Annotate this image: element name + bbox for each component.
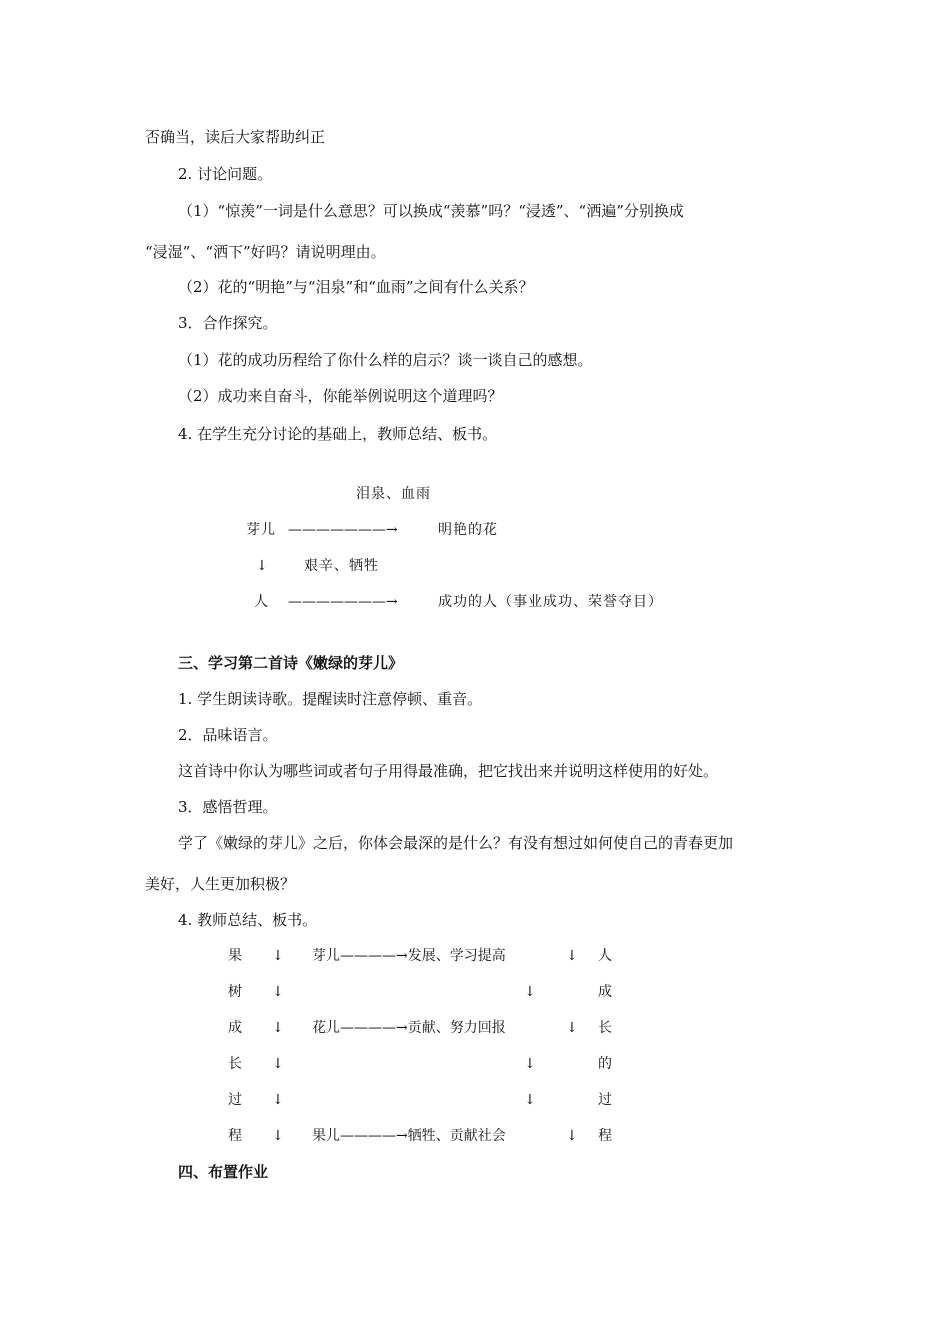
down-arrow-icon: ↓ xyxy=(272,948,284,964)
down-arrow-icon: ↓ xyxy=(566,1020,578,1036)
section-3-paragraph-2-cont: 美好，人生更加积极？ xyxy=(145,875,296,893)
right-col-char: 程 xyxy=(598,1128,612,1144)
section-3-item-1: 1. 学生朗读诗歌。提醒读时注意停顿、重音。 xyxy=(178,690,483,708)
board1-row2-left: 人 xyxy=(254,594,269,610)
right-col-char: 的 xyxy=(598,1056,612,1072)
section-3-paragraph: 这首诗中你认为哪些词或者句子用得最准确，把它找出来并说明这样使用的好处。 xyxy=(178,762,719,780)
down-arrow-icon: ↓ xyxy=(566,948,578,964)
question-1-cont: “浸湿”、“洒下”好吗？请说明理由。 xyxy=(145,243,386,261)
right-col-char: 长 xyxy=(598,1020,612,1036)
left-col-char: 长 xyxy=(228,1056,242,1072)
list-item-4: 4. 在学生充分讨论的基础上，教师总结、板书。 xyxy=(178,425,498,443)
board2-row-sprout: 芽儿————→发展、学习提高 xyxy=(312,948,506,964)
down-arrow-icon: ↓ xyxy=(272,1092,284,1108)
right-col-char: 成 xyxy=(598,984,612,1000)
board1-top-label: 泪泉、血雨 xyxy=(356,486,431,502)
section-3-item-2: 2．品味语言。 xyxy=(178,726,278,744)
left-col-char: 果 xyxy=(228,948,242,964)
question-2: （2）花的“明艳”与“泪泉”和“血雨”之间有什么关系？ xyxy=(178,278,534,296)
explore-2: （2）成功来自奋斗，你能举例说明这个道理吗？ xyxy=(178,387,503,405)
right-col-char: 过 xyxy=(598,1092,612,1108)
down-arrow-icon: ↓ xyxy=(256,558,268,574)
board2-row-fruit: 果儿————→牺牲、贡献社会 xyxy=(312,1128,506,1144)
section-3-heading: 三、学习第二首诗《嫩绿的芽儿》 xyxy=(178,654,404,672)
left-col-char: 过 xyxy=(228,1092,242,1108)
board1-row1-arrow: ———————→ xyxy=(288,522,398,538)
down-arrow-icon: ↓ xyxy=(272,1056,284,1072)
left-col-char: 树 xyxy=(228,984,242,1000)
board1-row2-right: 成功的人（事业成功、荣誉夺目） xyxy=(438,594,663,610)
down-arrow-icon: ↓ xyxy=(272,1128,284,1144)
board1-mid-label: 艰辛、牺牲 xyxy=(304,558,379,574)
left-col-char: 成 xyxy=(228,1020,242,1036)
right-col-char: 人 xyxy=(598,948,612,964)
section-4-heading: 四、布置作业 xyxy=(178,1163,269,1181)
board1-row2-arrow: ———————→ xyxy=(288,594,398,610)
down-arrow-icon: ↓ xyxy=(524,984,536,1000)
board1-row1-left: 芽儿 xyxy=(246,522,276,538)
question-1: （1）“惊羡”一词是什么意思？可以换成“羡慕”吗？“浸透”、“洒遍”分别换成 xyxy=(178,202,684,220)
down-arrow-icon: ↓ xyxy=(566,1128,578,1144)
text-line: 否确当，读后大家帮助纠正 xyxy=(145,128,326,146)
explore-1: （1）花的成功历程给了你什么样的启示？谈一谈自己的感想。 xyxy=(178,351,593,369)
section-3-item-3: 3．感悟哲理。 xyxy=(178,798,278,816)
down-arrow-icon: ↓ xyxy=(524,1056,536,1072)
down-arrow-icon: ↓ xyxy=(524,1092,536,1108)
list-item-3: 3．合作探究。 xyxy=(178,314,278,332)
section-3-item-4: 4. 教师总结、板书。 xyxy=(178,911,318,929)
list-item-2: 2. 讨论问题。 xyxy=(178,165,273,183)
board2-row-flower: 花儿————→贡献、努力回报 xyxy=(312,1020,506,1036)
left-col-char: 程 xyxy=(228,1128,242,1144)
down-arrow-icon: ↓ xyxy=(272,984,284,1000)
board1-row1-right: 明艳的花 xyxy=(438,522,498,538)
section-3-paragraph-2: 学了《嫩绿的芽儿》之后，你体会最深的是什么？有没有想过如何使自己的青春更加 xyxy=(178,834,734,852)
down-arrow-icon: ↓ xyxy=(272,1020,284,1036)
